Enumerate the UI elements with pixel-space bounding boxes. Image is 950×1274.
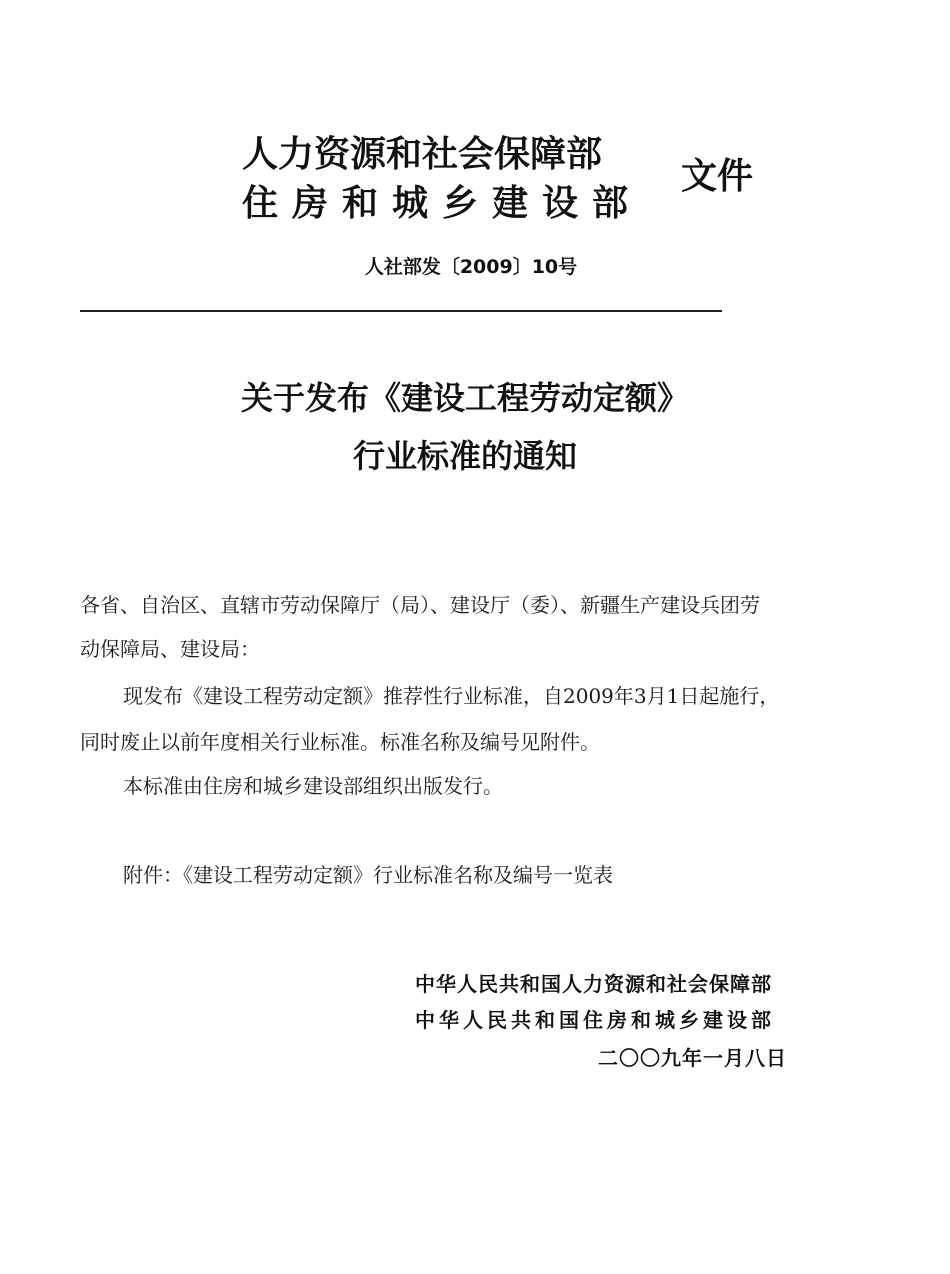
addressee-line-1: 各省、自治区、直辖市劳动保障厅（局）、建设厅（委）、新疆生产建设兵团劳	[80, 593, 760, 617]
document-number-text: 人社部发〔2009〕10号	[364, 256, 578, 278]
signer-ministry-hrss: 中华人民共和国人力资源和社会保障部	[415, 972, 772, 996]
issuer-ministry-hrss: 人力资源和社会保障部	[242, 134, 603, 175]
issue-date: 二〇〇九年一月八日	[598, 1046, 787, 1070]
paragraph-1-line-2: 同时废止以前年度相关行业标准。标准名称及编号见附件。	[80, 730, 600, 754]
paragraph-1-line-1: 现发布《建设工程劳动定额》推荐性行业标准，自2009年3月1日起施行，	[123, 684, 780, 708]
header-divider	[80, 310, 722, 312]
notice-title-line-1: 关于发布《建设工程劳动定额》	[240, 379, 689, 417]
signer-ministry-housing: 中华人民共和国住房和城乡建设部	[415, 1008, 775, 1032]
issuer-ministry-housing: 住房和城乡建设部	[242, 183, 643, 224]
attachment-note: 附件：《建设工程劳动定额》行业标准名称及编号一览表	[123, 863, 613, 887]
document-number	[0, 255, 950, 279]
addressee-line-2: 动保障局、建设局：	[80, 637, 260, 661]
notice-title-line-2: 行业标准的通知	[352, 437, 577, 475]
document-word: 文件	[681, 156, 754, 197]
paragraph-2: 本标准由住房和城乡建设部组织出版发行。	[123, 774, 503, 798]
